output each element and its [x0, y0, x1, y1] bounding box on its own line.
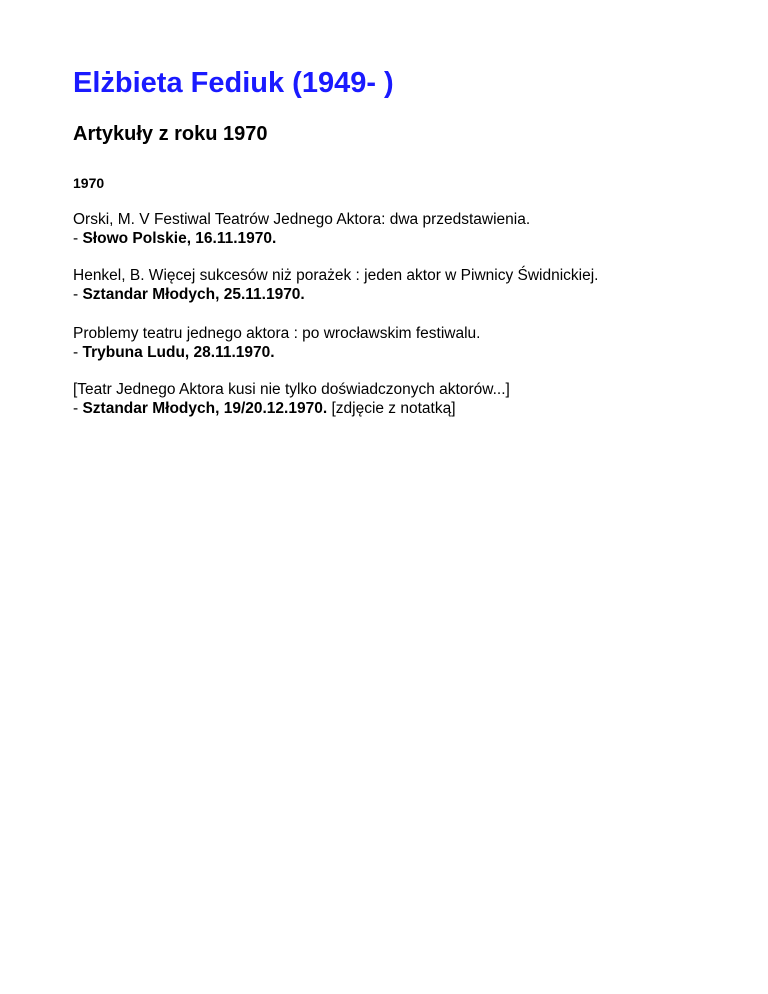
entry-source: Sztandar Młodych, 19/20.12.1970.: [82, 400, 328, 417]
bibliography-entry: [73, 380, 510, 418]
bibliography-entry: [73, 210, 530, 248]
entry-citation: Orski, M. V Festiwal Teatrów Jednego Aktora: dwa przedstawienia.: [73, 211, 531, 228]
entry-citation: [Teatr Jednego Aktora kusi nie tylko doświadczonych aktorów...]: [73, 381, 510, 398]
entry-prefix: -: [73, 230, 83, 247]
page-title: Elżbieta Fediuk (1949- ): [73, 67, 394, 99]
entry-source: Trybuna Ludu, 28.11.1970.: [82, 344, 275, 361]
section-heading: Artykuły z roku 1970: [73, 123, 268, 145]
entry-prefix: -: [73, 400, 83, 417]
year-heading: 1970: [73, 175, 105, 191]
bibliography-entry: [73, 266, 599, 304]
entry-citation: Problemy teatru jednego aktora : po wrocławskim festiwalu.: [73, 325, 481, 342]
entry-note: [zdjęcie z notatką]: [327, 400, 456, 417]
entry-citation: Henkel, B. Więcej sukcesów niż porażek : jeden aktor w Piwnicy Świdnickiej.: [73, 267, 599, 284]
entry-source: Słowo Polskie, 16.11.1970.: [82, 230, 277, 247]
entry-prefix: -: [73, 344, 83, 361]
entry-prefix: -: [73, 286, 83, 303]
bibliography-entry: [73, 324, 481, 362]
entry-source: Sztandar Młodych, 25.11.1970.: [82, 286, 305, 303]
